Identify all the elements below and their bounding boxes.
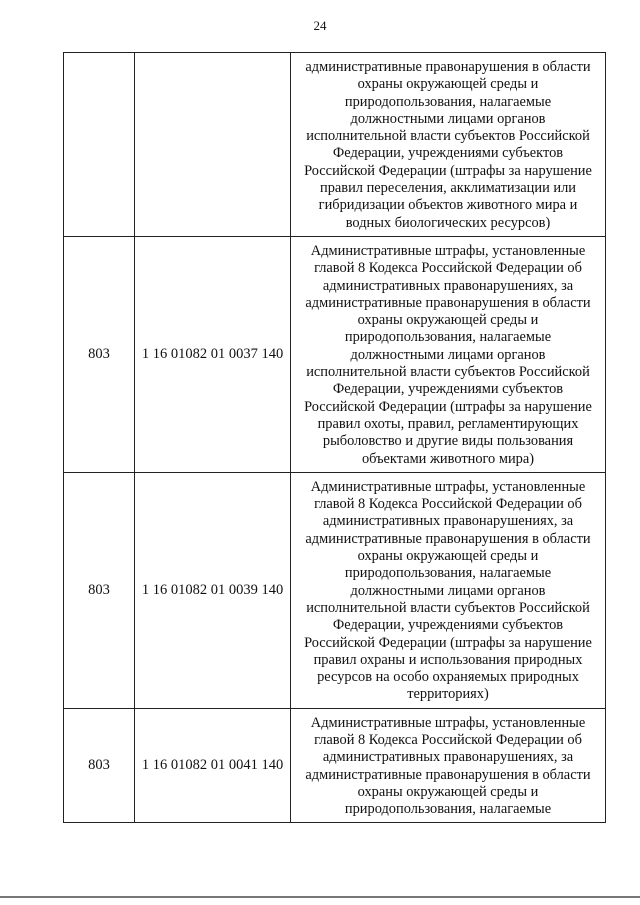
- description-line: природопользования, налагаемые: [344, 801, 552, 818]
- description-line: административных правонарушениях, за: [322, 749, 574, 766]
- description-line: административные правонарушения в области: [305, 766, 591, 783]
- description-line: ресурсов на особо охраняемых природных: [317, 669, 579, 686]
- budget-classification-code-cell: [135, 53, 291, 237]
- table-row: [64, 53, 606, 237]
- table-row: [64, 708, 606, 823]
- description-line: должностными лицами органов: [350, 110, 546, 127]
- description-text: [291, 53, 605, 236]
- description-line: должностными лицами органов: [350, 346, 546, 363]
- description-line: охраны окружающей среды и: [357, 783, 539, 800]
- admin-code-cell: 803: [64, 708, 135, 823]
- description-text: [291, 473, 605, 708]
- description-line: Федерации, учреждениями субъектов: [332, 617, 564, 634]
- description-line: объектами животного мира): [361, 450, 535, 467]
- description-line: водных биологических ресурсов): [345, 214, 551, 231]
- table-row: [64, 236, 606, 472]
- description-line: главой 8 Кодекса Российской Федерации об: [314, 260, 582, 277]
- description-line: Административные штрафы, установленные: [310, 714, 586, 731]
- description-line: административные правонарушения в области: [305, 294, 591, 311]
- description-line: административных правонарушениях, за: [322, 277, 574, 294]
- description-cell: [291, 472, 606, 708]
- description-line: Федерации, учреждениями субъектов: [332, 145, 564, 162]
- admin-code-cell: 803: [64, 236, 135, 472]
- description-cell: [291, 236, 606, 472]
- bottom-divider: [0, 896, 640, 898]
- description-line: рыболовство и другие виды пользования: [322, 433, 574, 450]
- description-line: административные правонарушения в области: [305, 530, 591, 547]
- description-line: Российской Федерации (штрафы за нарушение: [304, 634, 592, 651]
- description-line: должностными лицами органов: [350, 582, 546, 599]
- description-line: Российской Федерации (штрафы за нарушение: [304, 398, 592, 415]
- description-line: охраны окружающей среды и: [357, 76, 539, 93]
- description-line: правил переселения, акклиматизации или: [320, 180, 576, 197]
- description-text: [291, 237, 605, 472]
- description-line: гибридизации объектов животного мира и: [318, 197, 578, 214]
- admin-code-cell: [64, 53, 135, 237]
- budget-codes-table: [63, 52, 606, 823]
- page-number: 24: [313, 18, 327, 33]
- description-line: природопользования, налагаемые: [344, 329, 552, 346]
- description-line: главой 8 Кодекса Российской Федерации об: [314, 731, 582, 748]
- description-line: правил охраны и использования природных: [313, 651, 583, 668]
- description-line: Российской Федерации (штрафы за нарушение: [304, 162, 592, 179]
- description-line: исполнительной власти субъектов Российской: [306, 599, 590, 616]
- budget-classification-code-cell: 1 16 01082 01 0041 140: [135, 708, 291, 823]
- description-line: административных правонарушениях, за: [322, 513, 574, 530]
- table-row: [64, 472, 606, 708]
- description-line: природопользования, налагаемые: [344, 93, 552, 110]
- description-line: исполнительной власти субъектов Российской: [306, 364, 590, 381]
- description-line: правил охоты, правил, регламентирующих: [317, 415, 579, 432]
- description-cell: [291, 53, 606, 237]
- table-body: [64, 53, 606, 823]
- description-cell: [291, 708, 606, 823]
- budget-classification-code-cell: 1 16 01082 01 0037 140: [135, 236, 291, 472]
- description-line: охраны окружающей среды и: [357, 312, 539, 329]
- description-line: Административные штрафы, установленные: [310, 478, 586, 495]
- description-line: территориях): [407, 686, 489, 703]
- description-line: исполнительной власти субъектов Российской: [306, 128, 590, 145]
- description-line: охраны окружающей среды и: [357, 548, 539, 565]
- description-line: Федерации, учреждениями субъектов: [332, 381, 564, 398]
- description-text: [291, 709, 605, 823]
- budget-classification-code-cell: 1 16 01082 01 0039 140: [135, 472, 291, 708]
- admin-code-cell: 803: [64, 472, 135, 708]
- description-line: административные правонарушения в области: [305, 59, 591, 75]
- description-line: Административные штрафы, установленные: [310, 242, 586, 259]
- description-line: главой 8 Кодекса Российской Федерации об: [314, 496, 582, 513]
- description-line: природопользования, налагаемые: [344, 565, 552, 582]
